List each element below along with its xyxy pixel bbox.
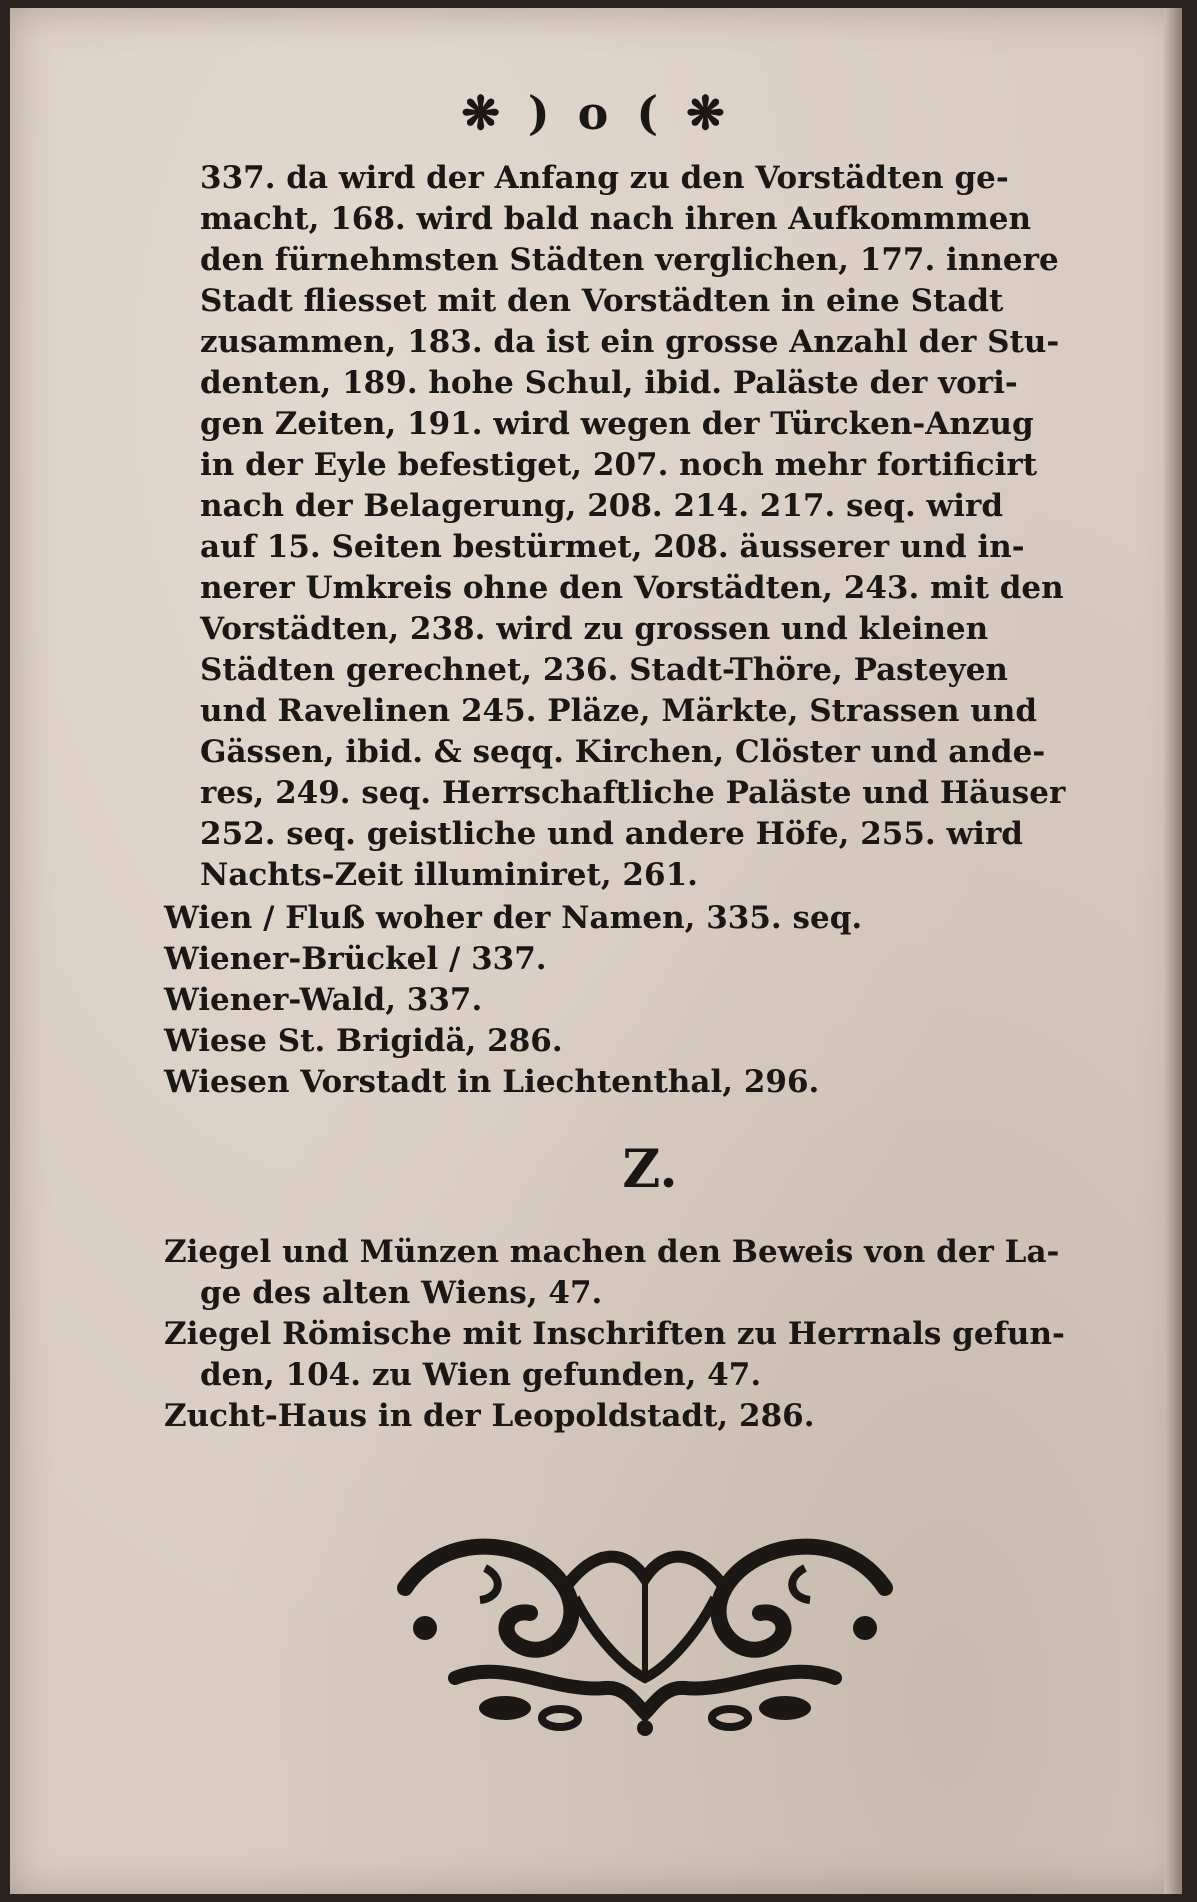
- index-entry: Wiesen Vorstadt in Liechtenthal, 296.: [164, 1064, 820, 1100]
- z-entries: [164, 1232, 1100, 1437]
- index-entry-continuation: den, 104. zu Wien gefunden, 47.: [200, 1357, 762, 1393]
- text-line: und Ravelinen 245. Pläze, Märkte, Strassen und: [200, 693, 1038, 729]
- text-line: Vorstädten, 238. wird zu grossen und kleinen: [200, 611, 989, 647]
- index-entry: Wien / Fluß woher der Namen, 335. seq.: [164, 900, 863, 936]
- index-entry: Wiener-Brückel / 337.: [164, 941, 547, 977]
- text-line: den fürnehmsten Städten verglichen, 177. innere: [200, 242, 1059, 278]
- text-line: 252. seq. geistliche und andere Höfe, 255. wird: [200, 816, 1023, 852]
- index-entry: Zucht-Haus in der Leopoldstadt, 286.: [164, 1398, 815, 1434]
- w-entries: [164, 898, 1100, 1103]
- book-page: [10, 8, 1182, 1894]
- index-entry-continuation: ge des alten Wiens, 47.: [200, 1275, 603, 1311]
- index-text: [164, 158, 1100, 1437]
- tailpiece-ornament-icon: [385, 1528, 905, 1738]
- index-entry: Ziegel und Münzen machen den Beweis von der La-: [164, 1234, 1060, 1270]
- page-header-ornament: ❋ ) o ( ❋: [461, 86, 731, 140]
- text-line: auf 15. Seiten bestürmet, 208. äusserer und in-: [200, 529, 1025, 565]
- text-line: 337. da wird der Anfang zu den Vorstädten ge-: [200, 160, 1009, 196]
- text-line: nerer Umkreis ohne den Vorstädten, 243. mit den: [200, 570, 1064, 606]
- text-line: Städten gerechnet, 236. Stadt-Thöre, Pasteyen: [200, 652, 1008, 688]
- text-line: nach der Belagerung, 208. 214. 217. seq. wird: [200, 488, 1004, 524]
- text-line: Gässen, ibid. & seqq. Kirchen, Clöster und ande-: [200, 734, 1046, 770]
- text-line: gen Zeiten, 191. wird wegen der Türcken-Anzug: [200, 406, 1034, 442]
- text-line: denten, 189. hohe Schul, ibid. Paläste der vori-: [200, 365, 1018, 401]
- index-entry: Ziegel Römische mit Inschriften zu Herrnals gefun-: [164, 1316, 1065, 1352]
- index-entry: Wiese St. Brigidä, 286.: [164, 1023, 563, 1059]
- text-line: in der Eyle befestiget, 207. noch mehr fortificirt: [200, 447, 1038, 483]
- continuation-entry: [200, 158, 1100, 896]
- page-edge: [1164, 8, 1182, 1894]
- section-heading-z: Z.: [622, 1139, 678, 1200]
- index-entry: Wiener-Wald, 337.: [164, 982, 483, 1018]
- text-line: zusammen, 183. da ist ein grosse Anzahl der Stu-: [200, 324, 1060, 360]
- text-line: Nachts-Zeit illuminiret, 261.: [200, 857, 698, 893]
- text-line: Stadt fliesset mit den Vorstädten in eine Stadt: [200, 283, 1004, 319]
- text-line: macht, 168. wird bald nach ihren Aufkommmen: [200, 201, 1032, 237]
- text-line: res, 249. seq. Herrschaftliche Paläste und Häuser: [200, 775, 1066, 811]
